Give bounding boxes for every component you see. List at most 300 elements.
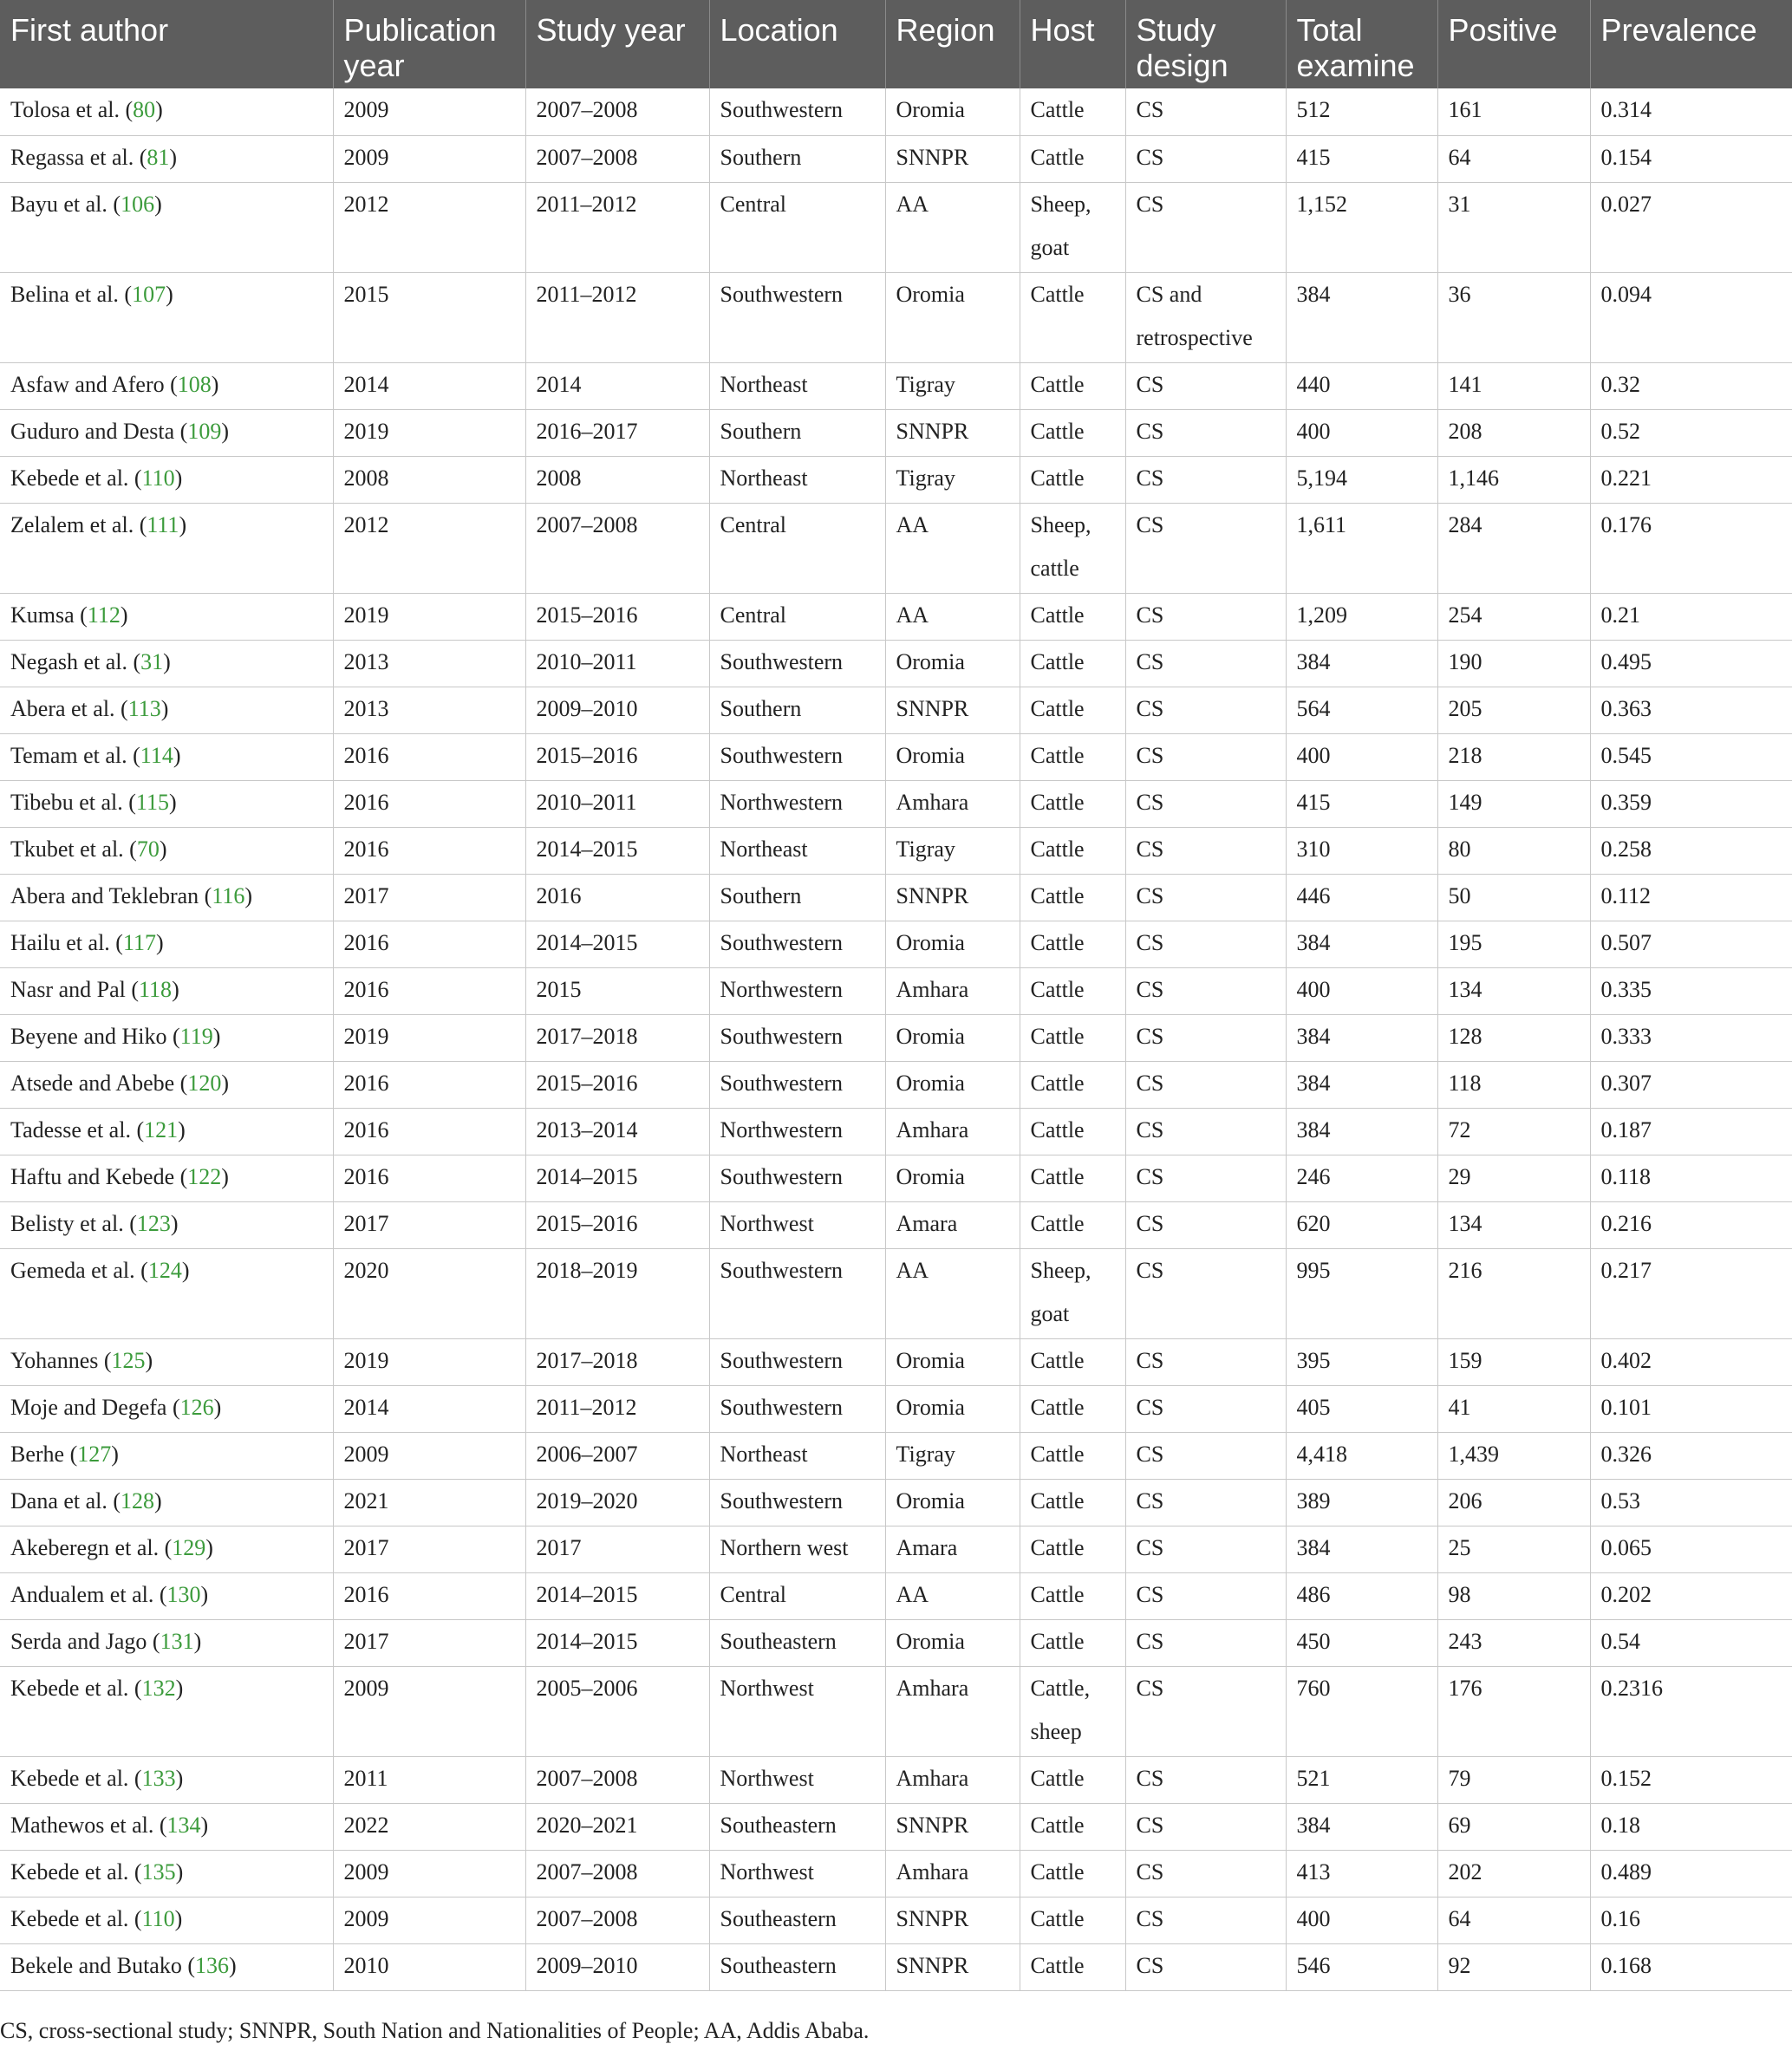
host-line: Cattle: [1030, 1534, 1085, 1560]
column-header-positive: [1437, 0, 1590, 88]
column-header-total-examine: [1286, 0, 1437, 88]
cell-first-author: Mathewos et al. (134): [0, 1803, 333, 1850]
reference-link[interactable]: 133: [141, 1765, 176, 1791]
cell-first-author: Hailu et al. (117): [0, 921, 333, 967]
design-line: CS: [1136, 511, 1164, 537]
author-name: Kebede et al. (: [10, 465, 142, 491]
cell-study-year: 2007–2008: [525, 88, 709, 135]
reference-link[interactable]: 119: [179, 1023, 213, 1049]
reference-link[interactable]: 110: [141, 465, 175, 491]
cell-region: Tigray: [885, 1432, 1020, 1479]
cell-study-year: 2014–2015: [525, 827, 709, 874]
design-line: CS: [1136, 836, 1164, 862]
column-header-line: Host: [1030, 12, 1095, 48]
cell-first-author: Belina et al. (107): [0, 272, 333, 362]
cell-region: Oromia: [885, 1479, 1020, 1526]
table-row: [0, 1155, 1792, 1201]
reference-link[interactable]: 117: [122, 929, 156, 955]
cell-total: 400: [1286, 409, 1437, 456]
cell-region: Amara: [885, 1526, 1020, 1572]
reference-link[interactable]: 121: [144, 1116, 179, 1142]
author-name: Belisty et al. (: [10, 1210, 137, 1236]
reference-link[interactable]: 108: [177, 371, 212, 397]
author-name: Kebede et al. (: [10, 1858, 142, 1884]
column-header-prevalence: [1590, 0, 1792, 88]
cell-study-year: 2007–2008: [525, 1897, 709, 1943]
cell-prevalence: 0.216: [1590, 1201, 1792, 1248]
cell-location: Southwestern: [709, 640, 885, 687]
reference-link[interactable]: 131: [160, 1628, 194, 1654]
cell-region: Oromia: [885, 1338, 1020, 1385]
author-name: Bekele and Butako (: [10, 1952, 195, 1978]
reference-link[interactable]: 129: [172, 1534, 206, 1560]
design-line: CS: [1136, 1116, 1164, 1142]
column-header-line: First author: [10, 12, 169, 48]
design-line: CS: [1136, 1487, 1164, 1513]
reference-link[interactable]: 134: [166, 1812, 201, 1838]
cell-first-author: Berhe (127): [0, 1432, 333, 1479]
cell-study-design: [1125, 1108, 1286, 1155]
host-line: cattle: [1030, 555, 1079, 581]
cell-study-year: 2016–2017: [525, 409, 709, 456]
author-name: Kumsa (: [10, 602, 88, 628]
cell-pub-year: 2016: [333, 1061, 525, 1108]
table-row: [0, 1666, 1792, 1756]
design-line: CS: [1136, 742, 1164, 768]
host-line: Cattle: [1030, 418, 1085, 444]
host-line: Cattle: [1030, 882, 1085, 908]
reference-link[interactable]: 136: [195, 1952, 229, 1978]
cell-first-author: Zelalem et al. (111): [0, 503, 333, 593]
author-name: Berhe (: [10, 1441, 78, 1467]
cell-first-author: Dana et al. (128): [0, 1479, 333, 1526]
design-line: CS: [1136, 1628, 1164, 1654]
cell-study-year: 2018–2019: [525, 1248, 709, 1338]
reference-link[interactable]: 128: [121, 1487, 155, 1513]
cell-region: Oromia: [885, 921, 1020, 967]
cell-host: [1020, 1756, 1125, 1803]
reference-link[interactable]: 120: [187, 1070, 222, 1096]
cell-prevalence: 0.314: [1590, 88, 1792, 135]
cell-host: [1020, 874, 1125, 921]
cell-prevalence: 0.217: [1590, 1248, 1792, 1338]
design-line: CS: [1136, 1952, 1164, 1978]
cell-first-author: Beyene and Hiko (119): [0, 1014, 333, 1061]
host-line: sheep: [1030, 1718, 1082, 1744]
cell-total: 1,152: [1286, 182, 1437, 272]
reference-link[interactable]: 116: [212, 882, 245, 908]
cell-region: Amhara: [885, 967, 1020, 1014]
cell-host: [1020, 1108, 1125, 1155]
cell-host: [1020, 733, 1125, 780]
reference-link[interactable]: 110: [141, 1905, 175, 1931]
cell-prevalence: 0.53: [1590, 1479, 1792, 1526]
cell-host: [1020, 182, 1125, 272]
cell-positive: 202: [1437, 1850, 1590, 1897]
cell-location: Southern: [709, 874, 885, 921]
cell-pub-year: 2019: [333, 593, 525, 640]
cell-host: [1020, 1155, 1125, 1201]
cell-region: Oromia: [885, 733, 1020, 780]
reference-link[interactable]: 126: [179, 1394, 214, 1420]
reference-link[interactable]: 135: [141, 1858, 176, 1884]
cell-host: [1020, 1572, 1125, 1619]
cell-study-year: 2007–2008: [525, 503, 709, 593]
cell-region: AA: [885, 182, 1020, 272]
cell-prevalence: 0.221: [1590, 456, 1792, 503]
cell-prevalence: 0.16: [1590, 1897, 1792, 1943]
cell-prevalence: 0.326: [1590, 1432, 1792, 1479]
table-row: [0, 1943, 1792, 1990]
reference-link[interactable]: 107: [132, 281, 166, 307]
reference-link[interactable]: 122: [187, 1163, 222, 1189]
column-header-line: Total: [1296, 12, 1363, 48]
cell-study-year: 2007–2008: [525, 1756, 709, 1803]
table-row: [0, 88, 1792, 135]
reference-link[interactable]: 113: [127, 695, 161, 721]
cell-region: SNNPR: [885, 1897, 1020, 1943]
host-line: Cattle: [1030, 695, 1085, 721]
design-line: CS: [1136, 1257, 1164, 1283]
host-line: Cattle: [1030, 742, 1085, 768]
cell-pub-year: 2012: [333, 182, 525, 272]
cell-study-design: [1125, 1666, 1286, 1756]
cell-total: 1,209: [1286, 593, 1437, 640]
cell-region: Tigray: [885, 456, 1020, 503]
cell-study-design: [1125, 1572, 1286, 1619]
author-name: Nasr and Pal (: [10, 976, 140, 1002]
cell-location: Northwest: [709, 1201, 885, 1248]
host-line: Cattle: [1030, 1487, 1085, 1513]
cell-first-author: Kumsa (112): [0, 593, 333, 640]
table-row: [0, 1014, 1792, 1061]
reference-link[interactable]: 81: [147, 144, 170, 170]
reference-link[interactable]: 109: [187, 418, 222, 444]
cell-total: 395: [1286, 1338, 1437, 1385]
cell-first-author: Abera et al. (113): [0, 687, 333, 733]
cell-prevalence: 0.027: [1590, 182, 1792, 272]
cell-first-author: Bekele and Butako (136): [0, 1943, 333, 1990]
cell-first-author: Regassa et al. (81): [0, 135, 333, 182]
cell-region: AA: [885, 1572, 1020, 1619]
cell-total: 760: [1286, 1666, 1437, 1756]
author-name: Tkubet et al. (: [10, 836, 137, 862]
cell-total: 450: [1286, 1619, 1437, 1666]
table-row: [0, 1803, 1792, 1850]
table-row: [0, 733, 1792, 780]
table-row: [0, 182, 1792, 272]
author-name: Kebede et al. (: [10, 1675, 142, 1701]
cell-first-author: Bayu et al. (106): [0, 182, 333, 272]
cell-first-author: Tibebu et al. (115): [0, 780, 333, 827]
cell-prevalence: 0.495: [1590, 640, 1792, 687]
cell-location: Northeast: [709, 827, 885, 874]
cell-prevalence: 0.21: [1590, 593, 1792, 640]
cell-total: 384: [1286, 640, 1437, 687]
cell-study-design: [1125, 921, 1286, 967]
cell-study-design: [1125, 1201, 1286, 1248]
cell-host: [1020, 456, 1125, 503]
cell-total: 512: [1286, 88, 1437, 135]
design-line: CS: [1136, 882, 1164, 908]
column-header-line: design: [1136, 48, 1228, 83]
cell-pub-year: 2016: [333, 827, 525, 874]
cell-positive: 208: [1437, 409, 1590, 456]
column-header-line: Positive: [1448, 12, 1558, 48]
host-line: Sheep,: [1030, 511, 1091, 537]
cell-study-design: [1125, 640, 1286, 687]
design-line: CS: [1136, 465, 1164, 491]
cell-host: [1020, 1803, 1125, 1850]
table-row: [0, 1572, 1792, 1619]
cell-region: Oromia: [885, 1155, 1020, 1201]
cell-study-design: [1125, 967, 1286, 1014]
cell-total: 486: [1286, 1572, 1437, 1619]
table-row: [0, 1248, 1792, 1338]
cell-host: [1020, 1526, 1125, 1572]
cell-study-year: 2015–2016: [525, 1061, 709, 1108]
cell-host: [1020, 1943, 1125, 1990]
table-row: [0, 1897, 1792, 1943]
table-row: [0, 1108, 1792, 1155]
cell-host: [1020, 593, 1125, 640]
host-line: Cattle: [1030, 1858, 1085, 1884]
host-line: Cattle: [1030, 1765, 1085, 1791]
cell-positive: 64: [1437, 1897, 1590, 1943]
author-name: Zelalem et al. (: [10, 511, 147, 537]
cell-study-year: 2016: [525, 874, 709, 921]
cell-pub-year: 2017: [333, 1201, 525, 1248]
cell-positive: 161: [1437, 88, 1590, 135]
cell-study-design: [1125, 88, 1286, 135]
cell-total: 546: [1286, 1943, 1437, 1990]
cell-positive: 50: [1437, 874, 1590, 921]
column-header-location: [709, 0, 885, 88]
cell-study-design: [1125, 362, 1286, 409]
cell-region: Amhara: [885, 1108, 1020, 1155]
cell-study-year: 2009–2010: [525, 687, 709, 733]
cell-total: 415: [1286, 780, 1437, 827]
cell-study-year: 2015–2016: [525, 1201, 709, 1248]
cell-positive: 1,439: [1437, 1432, 1590, 1479]
reference-link[interactable]: 112: [87, 602, 121, 628]
reference-link[interactable]: 130: [166, 1581, 201, 1607]
cell-total: 384: [1286, 1061, 1437, 1108]
cell-location: Northeast: [709, 1432, 885, 1479]
cell-study-year: 2015–2016: [525, 593, 709, 640]
design-line: CS: [1136, 371, 1164, 397]
cell-location: Northwest: [709, 1850, 885, 1897]
host-line: Cattle: [1030, 144, 1085, 170]
cell-region: Amhara: [885, 1850, 1020, 1897]
cell-pub-year: 2019: [333, 1014, 525, 1061]
reference-link[interactable]: 80: [133, 97, 156, 122]
cell-study-design: [1125, 1155, 1286, 1201]
cell-location: Southern: [709, 409, 885, 456]
table-row: [0, 1756, 1792, 1803]
cell-positive: 72: [1437, 1108, 1590, 1155]
cell-first-author: Nasr and Pal (118): [0, 967, 333, 1014]
cell-pub-year: 2009: [333, 1897, 525, 1943]
cell-pub-year: 2010: [333, 1943, 525, 1990]
cell-host: [1020, 1061, 1125, 1108]
cell-region: Amhara: [885, 1666, 1020, 1756]
reference-link[interactable]: 127: [77, 1441, 112, 1467]
cell-location: Southeastern: [709, 1897, 885, 1943]
cell-prevalence: 0.402: [1590, 1338, 1792, 1385]
design-line: CS: [1136, 1812, 1164, 1838]
host-line: goat: [1030, 234, 1070, 260]
cell-first-author: Asfaw and Afero (108): [0, 362, 333, 409]
cell-location: Southeastern: [709, 1803, 885, 1850]
cell-study-year: 2014–2015: [525, 1155, 709, 1201]
cell-study-design: [1125, 874, 1286, 921]
cell-region: SNNPR: [885, 1943, 1020, 1990]
cell-location: Southwestern: [709, 1338, 885, 1385]
table-row: [0, 874, 1792, 921]
table-row: [0, 135, 1792, 182]
design-line: CS: [1136, 1534, 1164, 1560]
cell-pub-year: 2019: [333, 409, 525, 456]
cell-total: 400: [1286, 967, 1437, 1014]
cell-study-design: [1125, 780, 1286, 827]
cell-study-year: 2014–2015: [525, 1572, 709, 1619]
reference-link[interactable]: 115: [135, 789, 169, 815]
design-line: CS: [1136, 1210, 1164, 1236]
cell-study-design: [1125, 827, 1286, 874]
cell-study-design: [1125, 1432, 1286, 1479]
cell-study-design: [1125, 1897, 1286, 1943]
reference-link[interactable]: 118: [139, 976, 173, 1002]
cell-study-design: [1125, 409, 1286, 456]
cell-study-design: [1125, 1619, 1286, 1666]
cell-location: Southwestern: [709, 1248, 885, 1338]
cell-first-author: Atsede and Abebe (120): [0, 1061, 333, 1108]
cell-location: Southeastern: [709, 1943, 885, 1990]
table-row: [0, 1061, 1792, 1108]
reference-link[interactable]: 123: [136, 1210, 171, 1236]
reference-link[interactable]: 70: [136, 836, 160, 862]
cell-study-design: [1125, 593, 1286, 640]
cell-host: [1020, 1201, 1125, 1248]
table-header: [0, 0, 1792, 88]
table-row: [0, 827, 1792, 874]
cell-location: Southwestern: [709, 1479, 885, 1526]
cell-study-year: 2010–2011: [525, 780, 709, 827]
cell-prevalence: 0.101: [1590, 1385, 1792, 1432]
cell-pub-year: 2016: [333, 921, 525, 967]
column-header-line: Location: [720, 12, 838, 48]
cell-first-author: Tkubet et al. (70): [0, 827, 333, 874]
cell-pub-year: 2009: [333, 135, 525, 182]
column-header-region: [885, 0, 1020, 88]
cell-location: Central: [709, 503, 885, 593]
cell-total: 310: [1286, 827, 1437, 874]
author-name: Haftu and Kebede (: [10, 1163, 188, 1189]
reference-link[interactable]: 125: [111, 1347, 146, 1373]
column-header-host: [1020, 0, 1125, 88]
cell-positive: 190: [1437, 640, 1590, 687]
cell-positive: 80: [1437, 827, 1590, 874]
cell-positive: 176: [1437, 1666, 1590, 1756]
host-line: Cattle: [1030, 1812, 1085, 1838]
cell-total: 564: [1286, 687, 1437, 733]
reference-link[interactable]: 114: [140, 742, 173, 768]
cell-study-design: [1125, 1850, 1286, 1897]
cell-first-author: Yohannes (125): [0, 1338, 333, 1385]
cell-study-year: 2013–2014: [525, 1108, 709, 1155]
cell-positive: 69: [1437, 1803, 1590, 1850]
cell-first-author: Andualem et al. (130): [0, 1572, 333, 1619]
cell-region: Oromia: [885, 88, 1020, 135]
cell-location: Northwestern: [709, 780, 885, 827]
cell-pub-year: 2016: [333, 967, 525, 1014]
cell-study-year: 2014–2015: [525, 1619, 709, 1666]
cell-host: [1020, 1385, 1125, 1432]
cell-host: [1020, 1897, 1125, 1943]
cell-prevalence: 0.489: [1590, 1850, 1792, 1897]
design-line: CS: [1136, 1347, 1164, 1373]
cell-first-author: Kebede et al. (132): [0, 1666, 333, 1756]
reference-link[interactable]: 132: [141, 1675, 176, 1701]
host-line: Cattle: [1030, 1628, 1085, 1654]
cell-total: 389: [1286, 1479, 1437, 1526]
cell-prevalence: 0.333: [1590, 1014, 1792, 1061]
host-line: Cattle: [1030, 836, 1085, 862]
cell-pub-year: 2014: [333, 1385, 525, 1432]
reference-link[interactable]: 111: [147, 511, 179, 537]
host-line: Cattle: [1030, 371, 1085, 397]
cell-first-author: Abera and Teklebran (116): [0, 874, 333, 921]
host-line: Cattle: [1030, 1905, 1085, 1931]
author-name: Asfaw and Afero (: [10, 371, 178, 397]
cell-total: 384: [1286, 1014, 1437, 1061]
cell-positive: 141: [1437, 362, 1590, 409]
cell-study-year: 2008: [525, 456, 709, 503]
host-line: Cattle: [1030, 1023, 1085, 1049]
cell-host: [1020, 1248, 1125, 1338]
table-row: [0, 1479, 1792, 1526]
table-row: [0, 409, 1792, 456]
cell-total: 384: [1286, 921, 1437, 967]
cell-host: [1020, 409, 1125, 456]
cell-positive: 25: [1437, 1526, 1590, 1572]
cell-study-design: [1125, 687, 1286, 733]
cell-prevalence: 0.32: [1590, 362, 1792, 409]
cell-region: Amara: [885, 1201, 1020, 1248]
cell-first-author: Haftu and Kebede (122): [0, 1155, 333, 1201]
cell-region: Oromia: [885, 1619, 1020, 1666]
cell-study-year: 2017–2018: [525, 1014, 709, 1061]
cell-study-year: 2020–2021: [525, 1803, 709, 1850]
reference-link[interactable]: 124: [147, 1257, 182, 1283]
cell-study-year: 2011–2012: [525, 1385, 709, 1432]
table-row: [0, 362, 1792, 409]
cell-pub-year: 2015: [333, 272, 525, 362]
cell-pub-year: 2016: [333, 1155, 525, 1201]
design-line: CS: [1136, 1581, 1164, 1607]
cell-pub-year: 2008: [333, 456, 525, 503]
table-row: [0, 780, 1792, 827]
cell-location: Southwestern: [709, 733, 885, 780]
design-line: CS: [1136, 976, 1164, 1002]
cell-host: [1020, 1850, 1125, 1897]
cell-region: SNNPR: [885, 409, 1020, 456]
author-name: Kebede et al. (: [10, 1765, 142, 1791]
reference-link[interactable]: 106: [121, 191, 155, 217]
author-name: Tadesse et al. (: [10, 1116, 145, 1142]
reference-link[interactable]: 31: [140, 648, 164, 674]
